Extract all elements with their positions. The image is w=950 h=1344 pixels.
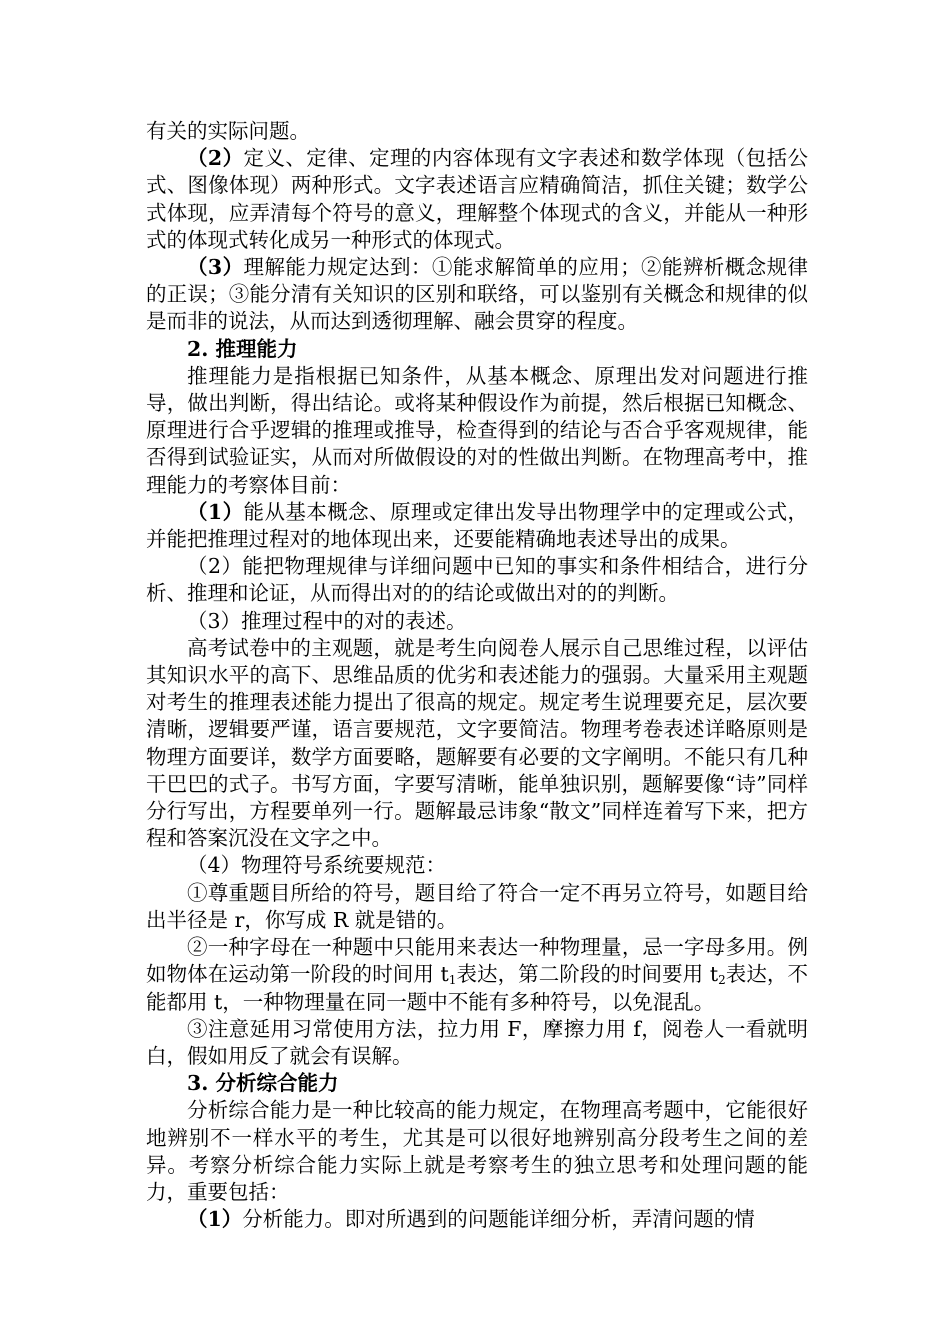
list-marker: （2） [187, 146, 244, 171]
text-run: ①尊重题目所给的符号，题目给了符合一定不再另立符号，如题目给出半径是 r，你写成 R 就是错的。 [146, 880, 808, 932]
text-run: 理解能力规定达到：①能求解简单的应用；②能辨析概念规律的正误；③能分清有关知识的区别和联络，可以鉴别有关概念和规律的似是而非的说法，从而达到透彻理解、融会贯穿的程度。 [146, 255, 808, 334]
paragraph-symbol-rule-3 [146, 1016, 808, 1070]
text-run: ③注意延用习常使用方法，拉力用 F，摩擦力用 f，阅卷人一看就明白，假如用反了就会有误解。 [146, 1016, 808, 1068]
text-run: 推理能力是指根据已知条件，从基本概念、原理出发对问题进行推导，做出判断，得出结论。或将某种假设作为前提，然后根据已知概念、原理进行合乎逻辑的推理或推导，检查得到的结论与否合乎客观规律，能否得到试验证实，从而对所做假设的对的性做出判断。在物理高考中，推理能力的考察体目前： [146, 363, 808, 497]
list-marker: （3） [187, 255, 244, 280]
paragraph-reasoning-item-3 [146, 608, 808, 635]
text-run: 高考试卷中的主观题，就是考生向阅卷人展示自己思维过程，以评估其知识水平的高下、思维品质的优劣和表述能力的强弱。大量采用主观题对考生的推理表述能力提出了很高的规定。规定考生说理要充足，层次要清晰，逻辑要严谨，语言要规范，文字要简洁。物理考卷表述详略原则是物理方面要详，数学方面要略，题解要有必要的文字阐明。不能只有几种干巴巴的式子。书写方面，字要写清晰，能单独识别，题解要像“诗”同样分行写出，方程要单列一行。题解最忌讳象“散文”同样连着写下来，把方程和答案沉没在文字之中。 [146, 635, 808, 851]
document-page [146, 118, 808, 1233]
heading-text: 3. 分析综合能力 [187, 1071, 339, 1096]
section-heading-reasoning [146, 336, 808, 363]
paragraph-understanding-requirements [146, 254, 808, 336]
paragraph-symbol-rule-2 [146, 934, 808, 1016]
text-run: 能从基本概念、原理或定律出发导出物理学中的定理或公式，并能把推理过程对的地体现出来，还要能精确地表述导出的成果。 [146, 499, 808, 552]
list-marker: （1） [187, 1207, 243, 1232]
text-run: 有关的实际问题。 [146, 119, 310, 143]
text-run: 表达，不能都用 t，一种物理量在同一题中不能有多种符号，以免混乱。 [146, 962, 808, 1014]
paragraph-continuation [146, 118, 808, 145]
text-run: （3）推理过程中的对的表述。 [187, 608, 467, 633]
text-run: 定义、定律、定理的内容体现有文字表述和数学体现（包括公式、图像体现）两种形式。文字表述语言应精确简洁，抓住关键；数学公式体现，应弄清每个符号的意义，理解整个体现式的含义，并能从一种形式的体现式转化成另一种形式的体现式。 [146, 146, 808, 252]
paragraph-analysis-item-1 [146, 1206, 808, 1233]
subscript: 2 [718, 973, 726, 988]
paragraph-reasoning-item-1 [146, 499, 808, 553]
text-run: 分析能力。即对所遇到的问题能详细分析，弄清问题的情 [242, 1207, 755, 1232]
paragraph-symbol-rule-1 [146, 880, 808, 934]
paragraph-reasoning-item-2 [146, 553, 808, 607]
text-run: 表达，第二阶段的时间要用 t [456, 962, 719, 987]
paragraph-analysis-definition [146, 1097, 808, 1206]
subscript: 1 [448, 973, 457, 988]
text-run: （2）能把物理规律与详细问题中已知的事实和条件相结合，进行分析、推理和论证，从而得出对的的结论或做出对的的判断。 [146, 554, 808, 606]
paragraph-reasoning-definition [146, 363, 808, 499]
text-run: ②一种字母在一种题中只能用来表达一种物理量，忌一字母多用。例如物体在运动第一阶段的时间用 t [146, 935, 808, 987]
text-run: 分析综合能力是一种比较高的能力规定，在物理高考题中，它能很好地辨别不一样水平的考生，尤其是可以很好地辨别高分段考生之间的差异。考察分析综合能力实际上就是考察考生的独立思考和处理问题的能力，重要包括： [146, 1098, 808, 1204]
paragraph-reasoning-item-4 [146, 852, 808, 879]
list-marker: （1） [187, 499, 244, 524]
heading-text: 2. 推理能力 [187, 336, 298, 361]
paragraph-subjective-questions [146, 635, 808, 853]
section-heading-analysis [146, 1070, 808, 1097]
paragraph-definition-forms [146, 145, 808, 254]
text-run: （4）物理符号系统要规范： [187, 853, 447, 878]
